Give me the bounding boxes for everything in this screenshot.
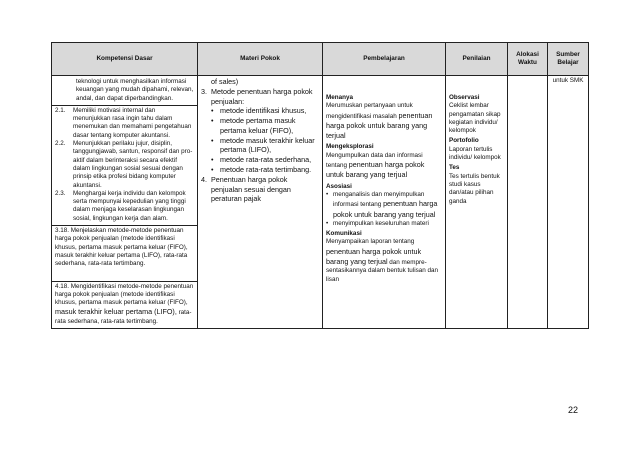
bullet-icon: • [211, 155, 214, 165]
kd-item-3-18: 3.18. Menjelaskan metode-metode penentuan harga pokok penjualan (metode identifikasi khusus, pertama masuk pertama keluar (FIFO), masuk terakhir keluar pertama (LIFO), rata-rata sederhana, rata-rata tertimbang. [55, 227, 188, 268]
materi-continuation: of sales) [211, 77, 239, 86]
header-kompetensi-dasar: Kompetensi Dasar [52, 43, 198, 76]
materi-item-number: 4. [201, 174, 207, 184]
materi-item-number: 3. [201, 86, 207, 96]
tes-text: Tes tertulis bentuk studi kasus dan/atau pilihan ganda [449, 172, 500, 205]
page-number: 22 [568, 405, 579, 415]
menanya-text: Merumuskan pertanyaan untuk mengidentifikasi masalah penentuan harga pokok untuk barang yang terjual [326, 102, 433, 141]
portofolio-text: Laporan tertulis individu/ kelompok [449, 145, 501, 162]
cell-sumber-belajar: untuk SMK [548, 76, 589, 329]
kd-item-2-1 [55, 107, 194, 140]
observasi-text: Ceklist lembar pengamatan sikap kegiatan individu/ kelompok [449, 102, 501, 135]
asosiasi-bullet: • menganalisis dan menyimpulkan informasi tentang penentuan harga pokok untuk barang yang terjual [326, 190, 438, 219]
materi-item-4 [201, 175, 319, 204]
kd-418-text-b: masuk terakhir keluar pertama (LIFO), [55, 307, 177, 317]
materi-bullet: • metode pertama masuk pertama keluar (FIFO), [211, 116, 296, 135]
bullet-icon: • [211, 106, 214, 116]
bullet-icon: • [211, 135, 214, 145]
kd-item-text: Menunjukkan perilaku jujur, disiplin, tanggungjawab, santun, responsif dan pro-aktif dalam berinteraksi secara efektif dalam lingkungan sosial sesuai dengan prinsip etika profesi bidang komputer akuntansi. [73, 140, 193, 189]
kd-item-2-3 [55, 190, 194, 223]
kd-item-2-2 [55, 140, 194, 190]
tes-title: Tes [449, 164, 460, 172]
komunikasi-text: Menyampaikan laporan tentang penentuan harga pokok untuk barang yang terjual dan mempre-sentasikannya dalam bentuk tulisan dan lisan [326, 238, 439, 283]
materi-bullet: • metode identifikasi khusus, [211, 106, 307, 116]
header-penilaian: Penilaian [446, 43, 508, 76]
bullet-icon: • [211, 116, 214, 126]
kd-item-text: Memiliki motivasi internal dan menunjukkan rasa ingin tahu dalam menemukan dan memahami pengetahuan dasar tentang komputer akuntansi. [73, 106, 192, 139]
komunikasi-title: Komunikasi [326, 230, 362, 238]
observasi-title: Observasi [449, 94, 480, 101]
materi-bullet: • metode masuk terakhir keluar pertama (LIFO), [211, 135, 315, 155]
table-row [52, 76, 589, 329]
materi-item-text: Penentuan harga pokok penjualan sesuai dengan peraturan pajak [211, 174, 291, 204]
kd-item-number: 2.1. [55, 106, 66, 114]
kd-item-number: 2.2. [55, 140, 66, 148]
header-pembelajaran: Pembelajaran [323, 43, 446, 76]
asosiasi-title: Asosiasi [326, 182, 352, 190]
materi-item-3 [201, 87, 319, 107]
cell-materi-pokok [198, 76, 323, 329]
eksplorasi-title: Mengeksplorasi [326, 143, 374, 151]
header-materi-pokok: Materi Pokok [198, 43, 323, 76]
asosiasi-bullet: • menyimpulkan keseluruhan materi [326, 219, 429, 227]
materi-bullet: • metode rata-rata sederhana, [211, 155, 312, 165]
materi-item-text: Metode penentuan harga pokok penjualan: [211, 86, 313, 106]
cell-alokasi-waktu [508, 76, 548, 329]
kd-continuation: teknologi untuk menghasilkan informasi keuangan yang mudah dipahami, relevan, andal, dan dapat diperbandingkan. [76, 78, 194, 102]
eksplorasi-text: Mengumpulkan data dan informasi tentang penentuan harga pokok untuk barang yang terjual [326, 151, 425, 180]
cell-pembelajaran [323, 76, 446, 329]
kd-item-text: Menghargai kerja individu dan kelompok serta mempunyai kepedulian yang tinggi dalam menjaga keselarasan lingkungan sosial, lingkungan kerja dan alam. [73, 189, 186, 222]
kd-item-number: 2.3. [55, 189, 66, 197]
bullet-icon: • [326, 190, 329, 198]
header-alokasi-waktu: Alokasi Waktu [508, 43, 548, 76]
kd-418-text-a: 4.18. Mengidentifikasi metode-metode penentuan harga pokok penjualan (metode identifikasi khusus, pertama masuk pertama keluar (FIFO), [55, 282, 194, 307]
menanya-title: Menanya [326, 94, 353, 101]
kd-item-4-18 [55, 282, 194, 328]
table-header-row [52, 43, 589, 76]
cell-penilaian [446, 76, 508, 329]
kd-items-2x [55, 106, 194, 225]
kd-418-text-c: rata-rata sederhana, rata-rata tertimbang. [55, 309, 192, 325]
bullet-icon: • [326, 219, 329, 227]
header-sumber-belajar: Sumber Belajar [548, 43, 589, 76]
syllabus-table [51, 42, 589, 329]
materi-bullet: • metode rata-rata tertimbang. [211, 165, 312, 175]
bullet-icon: • [211, 165, 214, 175]
cell-kompetensi-dasar [52, 76, 198, 329]
portofolio-title: Portofolio [449, 137, 479, 145]
